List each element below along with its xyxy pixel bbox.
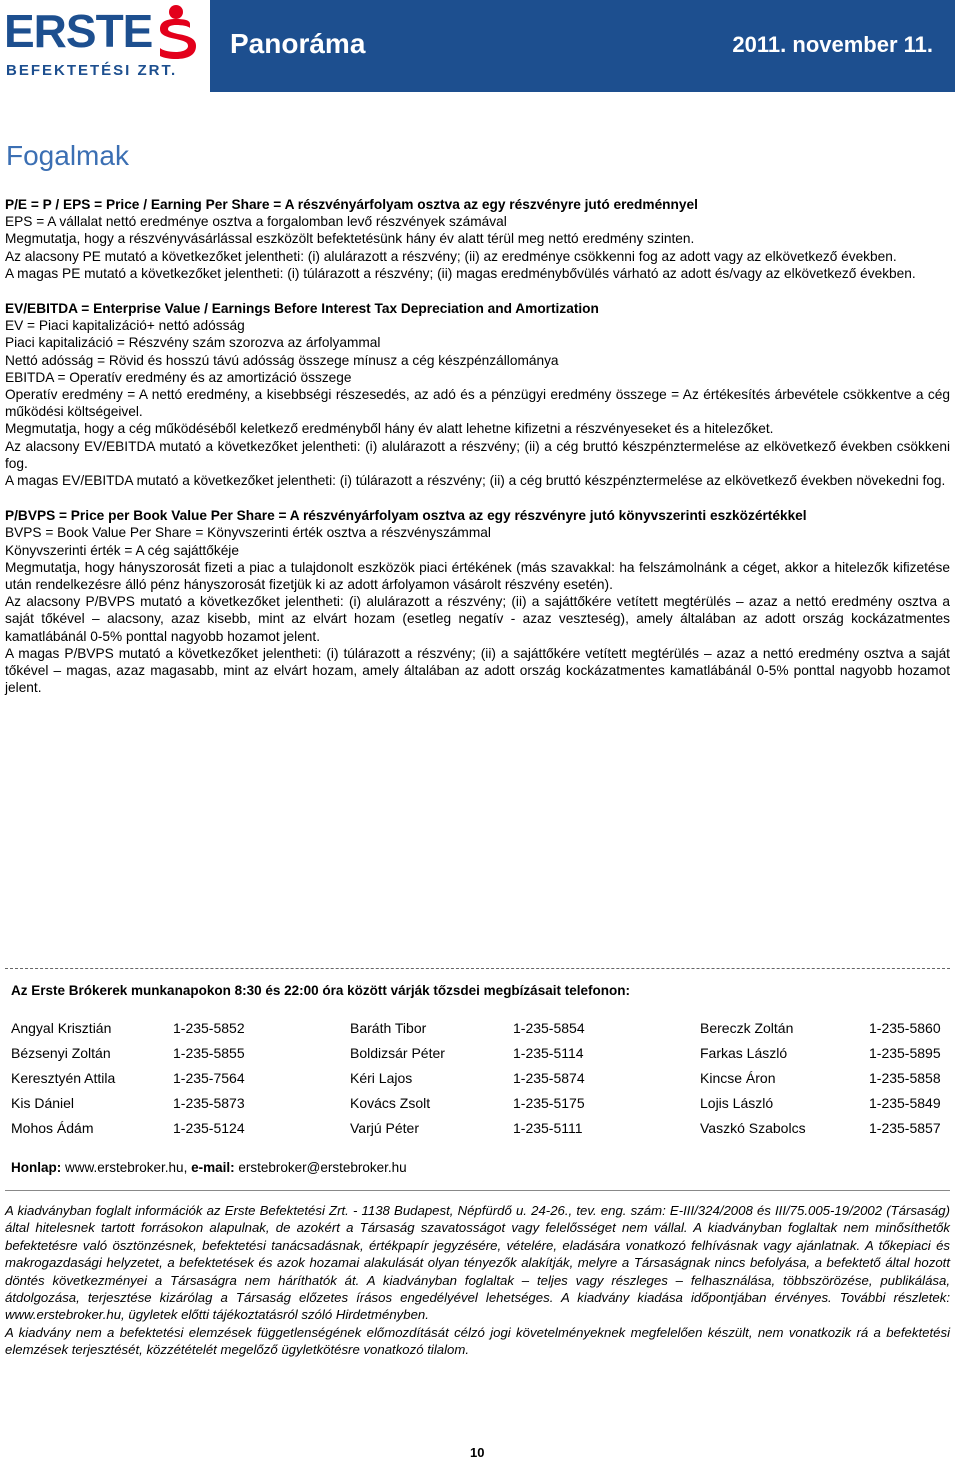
definition-line: EV = Piaci kapitalizáció+ nettó adósság	[5, 318, 245, 334]
definition-line: Az alacsony EV/EBITDA mutató a következőket jelentheti: (i) alulárazott a részvény; (ii) a cég bruttó készpénztermelése az elkövetkező években csökkeni fog.	[5, 438, 950, 471]
contact-name: Lojis László	[700, 1095, 774, 1111]
definition-line: Könyvszerinti érték = A cég sajáttőkéje	[5, 542, 239, 558]
logo-wordmark: ERSTE	[4, 5, 153, 57]
ev-definition-title: EV/EBITDA = Enterprise Value / Earnings Before Interest Tax Depreciation and Amortization	[5, 301, 599, 317]
contact-row	[11, 1120, 960, 1145]
definition-line: EBITDA = Operatív eredmény és az amortizáció összege	[5, 369, 352, 385]
contacts-title: Az Erste Brókerek munkanapokon 8:30 és 22:00 óra között várják tőzsdei megbízásait telefonon:	[11, 983, 630, 998]
contact-name: Kis Dániel	[11, 1095, 75, 1111]
contact-row	[11, 1095, 960, 1120]
definition-line: A magas EV/EBITDA mutató a következőket jelentheti: (i) túlárazott a részvény; (ii) a cég bruttó készpénztermelése az elkövetkező években növekedni fog.	[5, 473, 946, 489]
contact-phone: 1-235-5849	[869, 1095, 941, 1111]
disclaimer-paragraph: A kiadvány nem a befektetési elemzések függetlenségének előmozdítását célzó jogi követelményeknek megfelelően készült, nem vonatkozik rá a befektetési elemzések terjesztését, közzétételét megelőző ügyletkötésre vonatkozó tilalom.	[5, 1324, 950, 1358]
contact-phone: 1-235-5111	[513, 1120, 583, 1136]
contact-row	[11, 1020, 960, 1045]
contact-phone: 1-235-5858	[869, 1070, 941, 1086]
definition-line: A magas P/BVPS mutató a következőket jelentheti: (i) túlárazott a részvény; (ii) a sajáttőkére vetített megtérülés – azaz a nettó eredmény osztva a saját tőkével – magas, azaz magasabb, mint az elvárt hozam, amely általában az adott ország kockázatmentes kamatlábánál 0-5% ponttal nagyobb hozamot jelent.	[5, 645, 950, 696]
page-number: 10	[470, 1445, 485, 1460]
website-label: Honlap:	[11, 1160, 62, 1175]
email-link[interactable]: erstebroker@erstebroker.hu	[238, 1160, 407, 1175]
contact-phone: 1-235-7564	[173, 1070, 245, 1086]
contact-name: Farkas László	[700, 1045, 788, 1061]
contact-name: Kéri Lajos	[350, 1070, 413, 1086]
contact-phone: 1-235-5854	[513, 1020, 585, 1036]
contact-name: Angyal Krisztián	[11, 1020, 112, 1036]
contact-name: Vaszkó Szabolcs	[700, 1120, 806, 1136]
definition-line: Az alacsony PE mutató a következőket jelentheti: (i) alulárazott a részvény; (ii) az eredménye csökkenni fog az adott vagy az elkövetkező években.	[5, 248, 897, 264]
publication-title: Panoráma	[230, 28, 366, 59]
contact-row	[11, 1070, 960, 1095]
definition-line: BVPS = Book Value Per Share = Könyvszerinti érték osztva a részvényszámmal	[5, 525, 491, 541]
definition-line: EPS = A vállalat nettó eredménye osztva a forgalomban levő részvények számával	[5, 214, 507, 230]
publication-date: 2011. november 11.	[732, 32, 933, 57]
definitions-body	[5, 196, 950, 696]
contact-name: Bereczk Zoltán	[700, 1020, 794, 1036]
contacts-table	[11, 1020, 960, 1145]
email-label: e-mail:	[191, 1160, 235, 1175]
contact-phone: 1-235-5175	[513, 1095, 585, 1111]
contact-phone: 1-235-5895	[869, 1045, 941, 1061]
definition-line: Piaci kapitalizáció = Részvény szám szorozva az árfolyammal	[5, 335, 381, 351]
contact-name: Keresztyén Attila	[11, 1070, 116, 1086]
disclaimer	[5, 1202, 950, 1359]
contact-phone: 1-235-5860	[869, 1020, 941, 1036]
contact-name: Kincse Áron	[700, 1070, 776, 1086]
contact-phone: 1-235-5874	[513, 1070, 585, 1086]
pbv-definition-title: P/BVPS = Price per Book Value Per Share = A részvényárfolyam osztva az egy részvényre jutó könyvszerinti eszközértékkel	[5, 508, 807, 524]
definition-line: A magas PE mutató a következőket jelentheti: (i) túlárazott a részvény; (ii) magas eredménybővülés várható az adott és/vagy az elkövetkező években.	[5, 265, 916, 281]
contact-name: Varjú Péter	[350, 1120, 419, 1136]
contact-name: Mohos Ádám	[11, 1120, 94, 1136]
contact-phone: 1-235-5873	[173, 1095, 245, 1111]
page-header	[0, 0, 955, 92]
definition-line: Operatív eredmény = A nettó eredmény, a kisebbségi részesedés, az adó és a pénzügyi eredmény összege = Az értékesítés árbevétele csökkentve a cég működési költségeivel.	[5, 387, 950, 420]
website-link[interactable]: www.erstebroker.hu	[65, 1160, 184, 1175]
contact-name: Baráth Tibor	[350, 1020, 427, 1036]
definition-line: Megmutatja, hogy a cég működéséből keletkező eredményből hány év alatt lehetne kifizetni a részvényeseket és a hitelezőket.	[5, 421, 774, 437]
contact-phone: 1-235-5114	[513, 1045, 584, 1061]
logo-subtitle: BEFEKTETÉSI ZRT.	[6, 62, 178, 79]
website-line: Honlap: www.erstebroker.hu, e-mail: erstebroker@erstebroker.hu	[11, 1160, 407, 1175]
contact-phone: 1-235-5855	[173, 1045, 245, 1061]
contact-phone: 1-235-5852	[173, 1020, 245, 1036]
contact-row	[11, 1045, 960, 1070]
contact-name: Bézsenyi Zoltán	[11, 1045, 111, 1061]
erste-s-logo-icon	[150, 4, 202, 60]
contact-phone: 1-235-5124	[173, 1120, 245, 1136]
definition-line: Megmutatja, hogy hányszorosát fizeti a piac a tulajdonolt eszközök piaci értékének (más szavakkal: ha felszámolnánk a céget, akkor a hitelezők kifizetése után rendelkezésre álló pénz hányszorosát fizetjük ki az adott árfolyamon vásárolt részvény esetén).	[5, 559, 950, 593]
definition-line: Az alacsony P/BVPS mutató a következőket jelentheti: (i) alulárazott a részvény; (ii) a sajáttőkére vetített megtérülés – azaz a nettó eredmény osztva a saját tőkével – alacsony, azaz kisebb, mint az elvárt hozam (esetleg negatív - azaz veszteség), amely általában az adott ország kockázatmentes kamatlábánál 0-5% ponttal nagyobb hozamot jelent.	[5, 594, 950, 644]
definition-line: Nettó adósság = Rövid és hosszú távú adósság összege mínusz a cég készpénzállománya	[5, 352, 559, 368]
disclaimer-paragraph: A kiadványban foglalt információk az Erste Befektetési Zrt. - 1138 Budapest, Népfürdő u. 24-26., tev. eng. szám: E-III/324/2008 és III/75.005-19/2002 (Társaság) által hitelesnek tartott forrásokon alapulnak, de azokért a Társaság szavatosságot vagy felelősséget nem vállal. A kiadványban foglaltak nem minősíthetők befektetésre való ösztönzésnek, befektetési tanácsadásnak, értékpapír jegyzésére, vételére, eladására vonatkozó felhívásnak vagy ajánlatnak. A tőkepiaci és makrogazdasági helyzetet, a befektetések és azok hozamai alakulását olyan tényezők alakítják, melyre a Társaságnak nincs befolyása, a befektető által hozott döntés következményei a Társaságra nem háríthatók át. A kiadványban foglaltak – teljes vagy részleges – felhasználása, többszörözése, publikálása, átdolgozása, terjesztése kizárólag a Társaság előzetes írásos engedélyével lehetséges. A kiadvány kiadása időpontjában érvényes. További részletek: www.erstebroker.hu, ügyletek előtti tájékoztatásról szóló Hirdetményben.	[5, 1203, 950, 1323]
pe-definition-title: P/E = P / EPS = Price / Earning Per Share = A részvényárfolyam osztva az egy részvényre jutó eredménnyel	[5, 197, 698, 212]
erste-logo	[0, 0, 210, 92]
contact-phone: 1-235-5857	[869, 1120, 941, 1136]
divider	[5, 968, 950, 969]
contact-name: Boldizsár Péter	[350, 1045, 445, 1061]
divider	[5, 1190, 950, 1191]
section-heading: Fogalmak	[6, 140, 129, 171]
contact-name: Kovács Zsolt	[350, 1095, 431, 1111]
definition-line: Megmutatja, hogy a részvényvásárlással eszközölt befektetésünk hány év alatt térül meg nettó eredmény szinten.	[5, 231, 695, 247]
